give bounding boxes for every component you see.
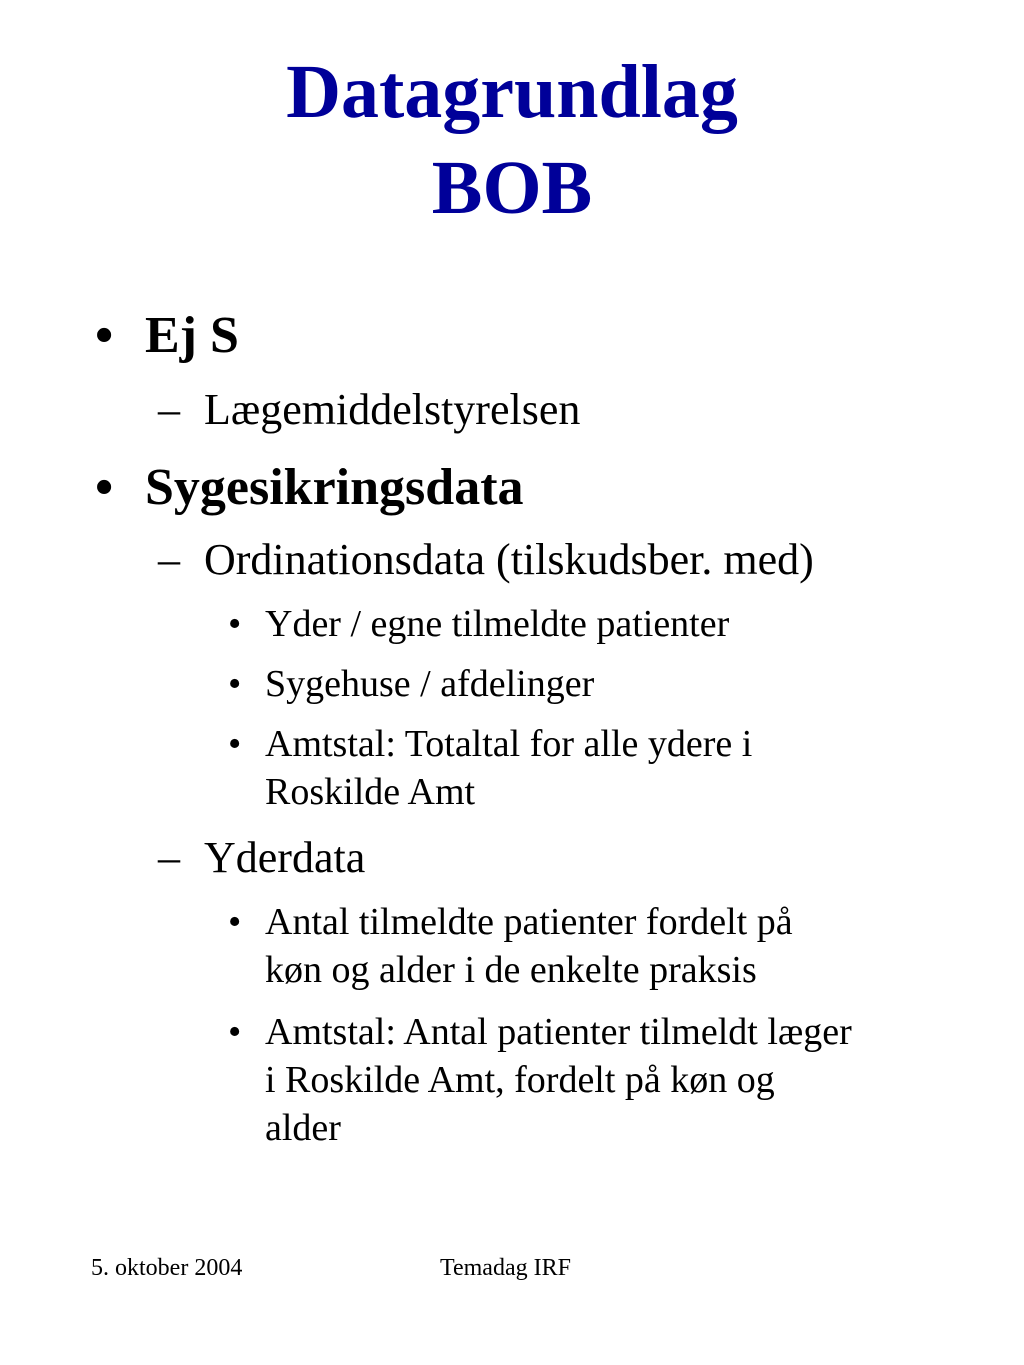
point-amtstal-totaltal-cont: Roskilde Amt — [265, 771, 476, 813]
sub-laegemiddelstyrelsen: Lægemiddelstyrelsen — [204, 385, 581, 434]
bullet-icon: • — [228, 1011, 242, 1053]
point-amtstal-antal-cont-2: alder — [265, 1107, 341, 1149]
point-amtstal-totaltal: Amtstal: Totaltal for alle ydere i — [265, 723, 753, 765]
bullet-icon: • — [228, 603, 242, 645]
point-amtstal-antal: Amtstal: Antal patienter tilmeldt læger — [265, 1011, 852, 1053]
slide-title — [0, 44, 1024, 236]
bullet-icon: • — [95, 307, 114, 364]
sub-yderdata: Yderdata — [204, 833, 366, 882]
dash-icon: – — [158, 833, 180, 882]
slide-title-line-1: Datagrundlag — [286, 50, 738, 134]
dash-icon: – — [158, 385, 180, 434]
point-antal-tilmeldte: Antal tilmeldte patienter fordelt på — [265, 901, 793, 943]
bullet-icon: • — [228, 723, 242, 765]
dash-icon: – — [158, 535, 180, 584]
bullet-sygesikringsdata: Sygesikringsdata — [145, 459, 524, 516]
bullet-icon: • — [228, 663, 242, 705]
point-amtstal-antal-cont-1: i Roskilde Amt, fordelt på køn og — [265, 1059, 775, 1101]
point-antal-tilmeldte-cont: køn og alder i de enkelte praksis — [265, 949, 757, 991]
bullet-icon: • — [228, 901, 242, 943]
bullet-icon: • — [95, 459, 114, 516]
point-sygehuse: Sygehuse / afdelinger — [265, 663, 595, 705]
sub-ordinationsdata: Ordinationsdata (tilskudsber. med) — [204, 535, 814, 584]
bullet-ejs: Ej S — [145, 307, 239, 364]
slide-title-line-2: BOB — [431, 146, 593, 230]
point-yder-egne: Yder / egne tilmeldte patienter — [265, 603, 730, 645]
footer-event: Temadag IRF — [440, 1255, 571, 1281]
footer-date: 5. oktober 2004 — [91, 1255, 243, 1281]
